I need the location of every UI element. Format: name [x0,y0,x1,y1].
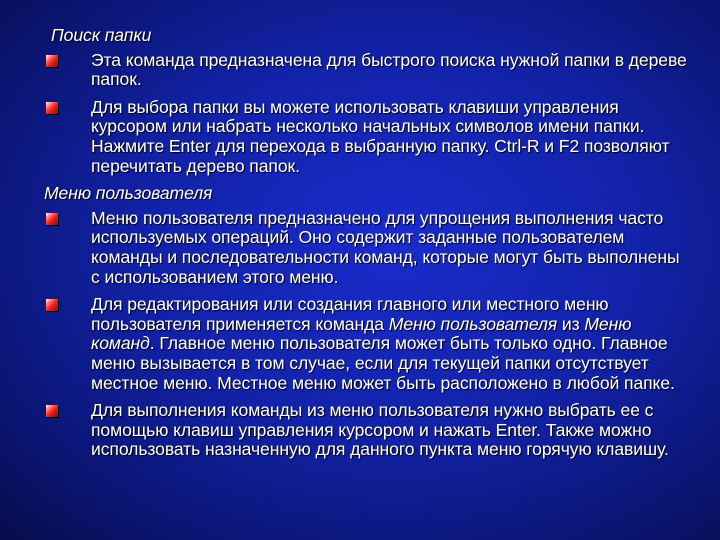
list-item-text: Для выбора папки вы можете использовать клавиши управления курсором или набрать несколько начальных символов имени папки. Нажмите Enter для перехода в выбранную папку. Ctrl-R и F2 позволяют перечитать дерево папок. [91,96,670,176]
bullet-icon [46,102,58,114]
list-item [44,295,690,393]
bullet-icon [46,213,58,225]
list-item [44,98,690,176]
list-item-text-part: Для редактирования или создания главного или местного меню пользователя применяется команда [91,294,609,334]
list-item [44,401,690,460]
list-item [44,209,690,287]
bullet-icon [46,405,58,417]
bullet-icon [46,299,58,311]
list-item-text-part: . Главное меню пользователя может быть только одно. Главное меню вызывается в том случае, если для текущей папки отсутствует местное меню. Местное меню может быть расположено в любой папке. [91,333,675,393]
list-item-text: Для выполнения команды из меню пользователя нужно выбрать ее с помощью клавиш управления курсором и нажать Enter. Также можно использовать назначенную для данного пункта меню горячую клавишу. [91,400,669,460]
emphasis-user-menu: Меню пользователя [388,313,558,334]
list-item-text: Эта команда предназначена для быстрого поиска нужной папки в дереве папок. [91,49,687,90]
list-item [44,51,690,90]
list-item-text: Меню пользователя предназначено для упрощения выполнения часто используемых операций. Оно содержит заданные пользователем команды и последовательности команд, которые могут быть выполнены с использованием этого меню. [91,207,680,287]
section-heading-user-menu: Меню пользователя [44,183,213,204]
section-heading-folder-search: Поиск папки [51,25,152,45]
bullet-icon [46,55,58,67]
list-item-text-part: из [557,313,585,334]
emphasis-commands-menu: Меню команд [91,313,632,354]
